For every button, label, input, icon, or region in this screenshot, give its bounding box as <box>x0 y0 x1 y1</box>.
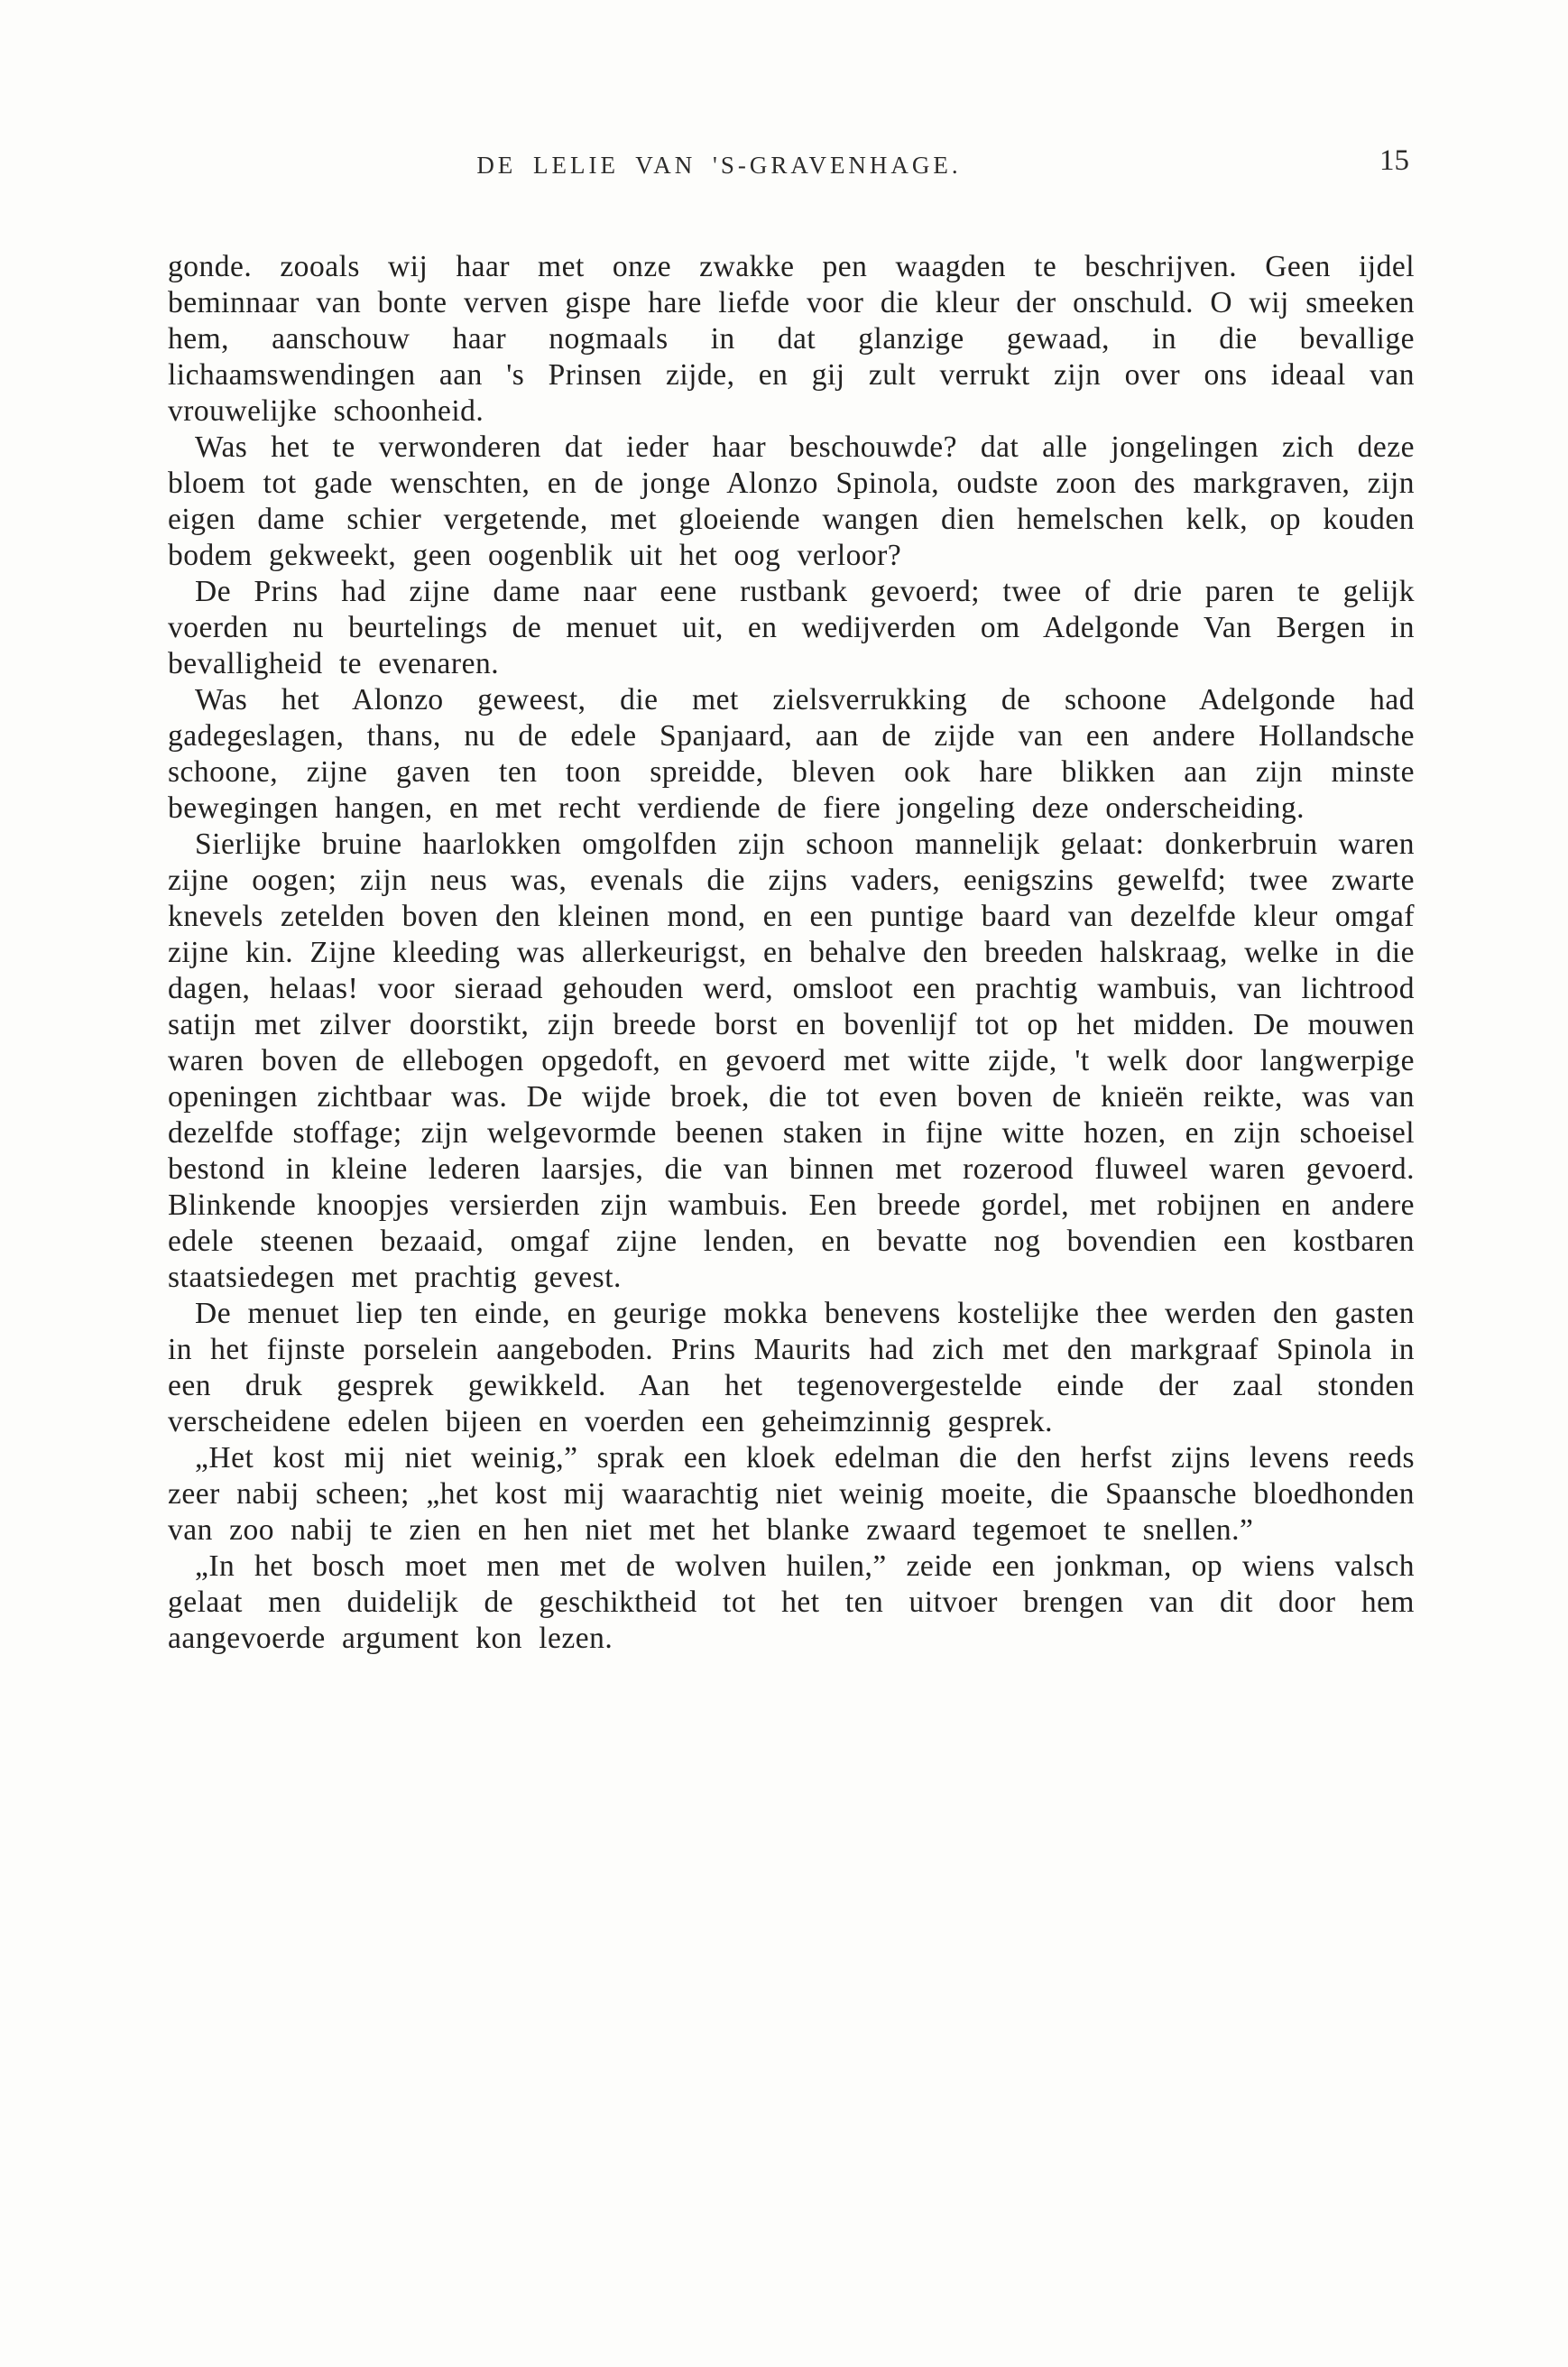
paragraph-1: gonde. zooals wij haar met onze zwakke pen waagden te beschrijven. Geen ijdel beminnaar van bonte verven gispe hare liefde voor die kleur der onschuld. O wij smeeken hem, aanschouw haar nogmaals in dat glanzige gewaad, in die bevallige lichaamswendingen aan 's Prinsen zijde, en gij zult verrukt zijn over ons ideaal van vrouwelijke schoonheid. <box>168 250 1415 428</box>
paragraph-3: De Prins had zijne dame naar eene rustbank gevoerd; twee of drie paren te gelijk voerden nu beurtelings de menuet uit, en wedijverden om Adelgonde Van Bergen in bevalligheid te evenaren. <box>168 575 1415 680</box>
page-content <box>168 143 1415 1657</box>
paragraph-7: „Het kost mij niet weinig,” sprak een kloek edelman die den herfst zijns levens reeds zeer nabij scheen; „het kost mij waarachtig niet weinig moeite, die Spaansche bloedhonden van zoo nabij te zien en hen niet met het blanke zwaard tegemoet te snellen.” <box>168 1441 1415 1547</box>
page-number: 15 <box>1379 144 1409 177</box>
page-header <box>168 143 1415 206</box>
paragraph-6: De menuet liep ten einde, en geurige mokka benevens kostelijke thee werden den gasten in het fijnste porselein aangeboden. Prins Maurits had zich met den markgraaf Spinola in een druk gesprek gewikkeld. Aan het tegenovergestelde einde der zaal stonden verscheidene edelen bijeen en voerden een geheimzinnig gesprek. <box>168 1297 1415 1438</box>
paragraph-4: Was het Alonzo geweest, die met zielsverrukking de schoone Adelgonde had gadegeslagen, thans, nu de edele Spanjaard, aan de zijde van een andere Hollandsche schoone, zijne gaven ten toon spreidde, bleven ook hare blikken aan zijn minste bewegingen hangen, en met recht verdiende de fiere jongeling deze onderscheiding. <box>168 683 1415 825</box>
paragraph-2: Was het te verwonderen dat ieder haar beschouwde? dat alle jongelingen zich deze bloem tot gade wenschten, en de jonge Alonzo Spinola, oudste zoon des markgraven, zijn eigen dame schier vergetende, met gloeiende wangen dien hemelschen kelk, op kouden bodem gekweekt, geen oogenblik uit het oog verloor? <box>168 430 1415 572</box>
running-title: DE LELIE VAN 'S-GRAVENHAGE. <box>476 152 962 179</box>
paragraph-5: Sierlijke bruine haarlokken omgolfden zijn schoon mannelijk gelaat: donkerbruin waren zijne oogen; zijn neus was, evenals die zijns vaders, eenigszins gewelfd; twee zwarte knevels zetelden boven den kleinen mond, en een puntige baard van dezelfde kleur omgaf zijne kin. Zijne kleeding was allerkeurigst, en behalve den breeden halskraag, welke in die dagen, helaas! voor sieraad gehouden werd, omsloot een prachtig wambuis, van lichtrood satijn met zilver doorstikt, zijn breede borst en bovenlijf tot op het midden. De mouwen waren boven de ellebogen opgedoft, en gevoerd met witte zijde, 't welk door langwerpige openingen zichtbaar was. De wijde broek, die tot even boven de knieën reikte, was van dezelfde stoffage; zijn welgevormde beenen staken in fijne witte hozen, en zijn schoeisel bestond in kleine lederen laarsjes, die van binnen met rozerood fluweel waren gevoerd. Blinkende knoopjes versierden zijn wambuis. Een breede gordel, met robijnen en andere edele steenen bezaaid, omgaf zijne lenden, en bevatte nog bovendien een kostbaren staatsiedegen met prachtig gevest. <box>168 828 1415 1294</box>
paragraph-8: „In het bosch moet men met de wolven huilen,” zeide een jonkman, op wiens valsch gelaat men duidelijk de geschiktheid tot het ten uitvoer brengen van dit door hem aangevoerde argument kon lezen. <box>168 1549 1415 1655</box>
text-block <box>168 249 1415 1657</box>
